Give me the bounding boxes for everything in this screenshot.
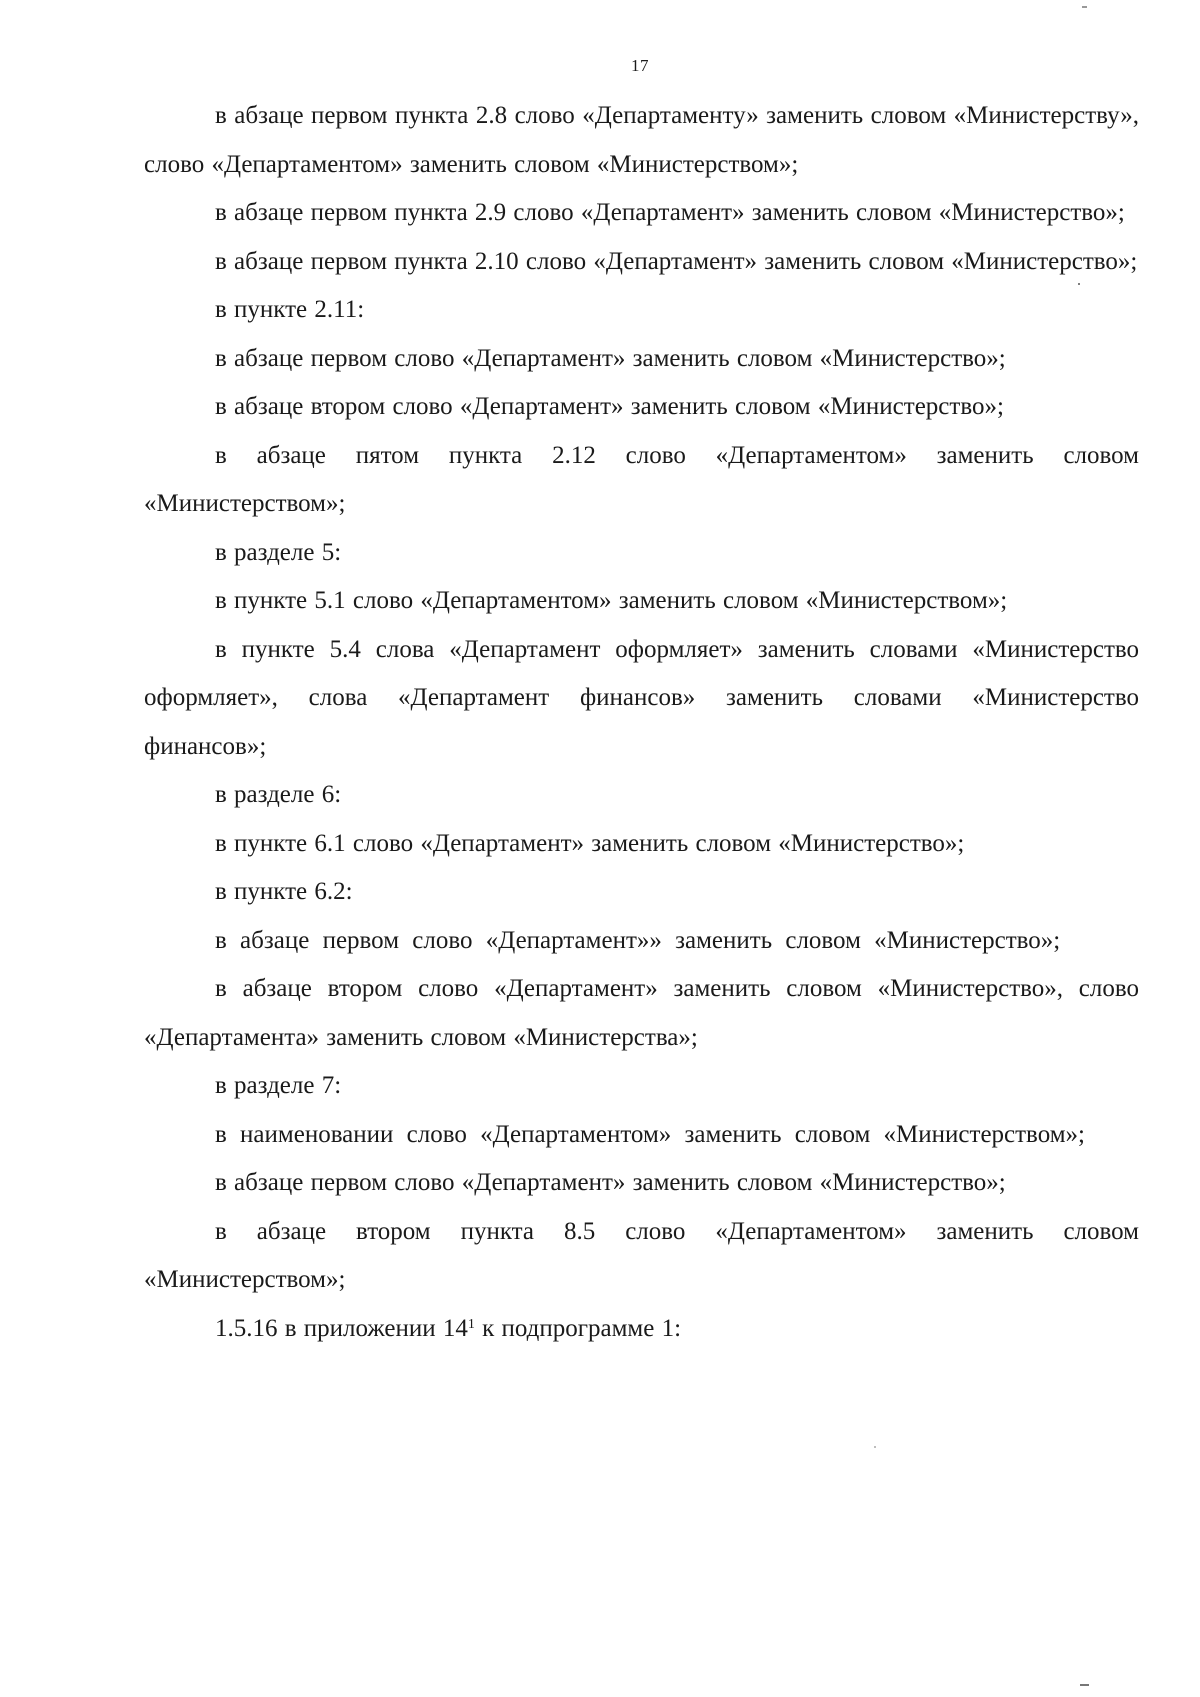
scan-speck — [1082, 6, 1087, 8]
paragraph-5-1: в пункте 5.1 слово «Департаментом» заменить словом «Министерством»; — [215, 587, 1008, 614]
paragraph-2-12: в абзаце пятом пункта 2.12 слово «Департаментом» заменить словом «Министерством»; — [144, 441, 1139, 517]
document-body — [144, 92, 1139, 1353]
page-number: 17 — [631, 56, 649, 75]
paragraph-6-2-first: в абзаце первом слово «Департамент»» заменить словом «Министерство»; — [215, 926, 1061, 954]
paragraph-1-5-16 — [144, 1305, 1139, 1354]
paragraph-2-8: в абзаце первом пункта 2.8 слово «Департаменту» заменить словом «Министерству», слово «Департаментом» заменить словом «Министерством»; — [144, 102, 1139, 178]
final-item-text: 1.5.16 в приложении 14 — [215, 1314, 468, 1342]
scan-speck — [1080, 1684, 1089, 1686]
paragraph-section-7: в разделе 7: — [215, 1072, 342, 1099]
paragraph-2-11-heading: в пункте 2.11: — [215, 296, 365, 323]
paragraph-8-5: в абзаце втором пункта 8.5 слово «Департаментом» заменить словом «Министерством»; — [144, 1217, 1139, 1293]
paragraph-2-11-first: в абзаце первом слово «Департамент» заменить словом «Министерство»; — [215, 344, 1006, 372]
paragraph-section-6: в разделе 6: — [215, 781, 342, 808]
paragraph-6-1: в пункте 6.1 слово «Департамент» заменить словом «Министерство»; — [215, 829, 965, 857]
paragraph-7-title: в наименовании слово «Департаментом» заменить словом «Министерством»; — [215, 1120, 1085, 1148]
paragraph-5-4: в пункте 5.4 слова «Департамент оформляет» заменить словами «Министерство оформляет», слова «Департамент финансов» заменить словами «Министерство финансов»; — [144, 635, 1139, 760]
paragraph-6-2-heading: в пункте 6.2: — [215, 878, 353, 905]
paragraph-2-11-second: в абзаце втором слово «Департамент» заменить словом «Министерство»; — [215, 393, 1004, 420]
final-item-superscript: 1 — [467, 1316, 475, 1332]
paragraph-6-2-second: в абзаце втором слово «Департамент» заменить словом «Министерство», слово «Департамента» заменить словом «Министерства»; — [144, 975, 1139, 1051]
paragraph-7-first: в абзаце первом слово «Департамент» заменить словом «Министерство»; — [215, 1169, 1006, 1196]
scan-speck — [1078, 283, 1080, 285]
paragraph-section-5: в разделе 5: — [215, 538, 342, 566]
scan-speck — [874, 1446, 876, 1448]
final-item-text-end: к подпрограмме 1: — [474, 1314, 682, 1342]
paragraph-2-9: в абзаце первом пункта 2.9 слово «Департамент» заменить словом «Министерство»; — [215, 199, 1125, 226]
paragraph-2-10: в абзаце первом пункта 2.10 слово «Департамент» заменить словом «Министерство»; — [215, 247, 1138, 275]
